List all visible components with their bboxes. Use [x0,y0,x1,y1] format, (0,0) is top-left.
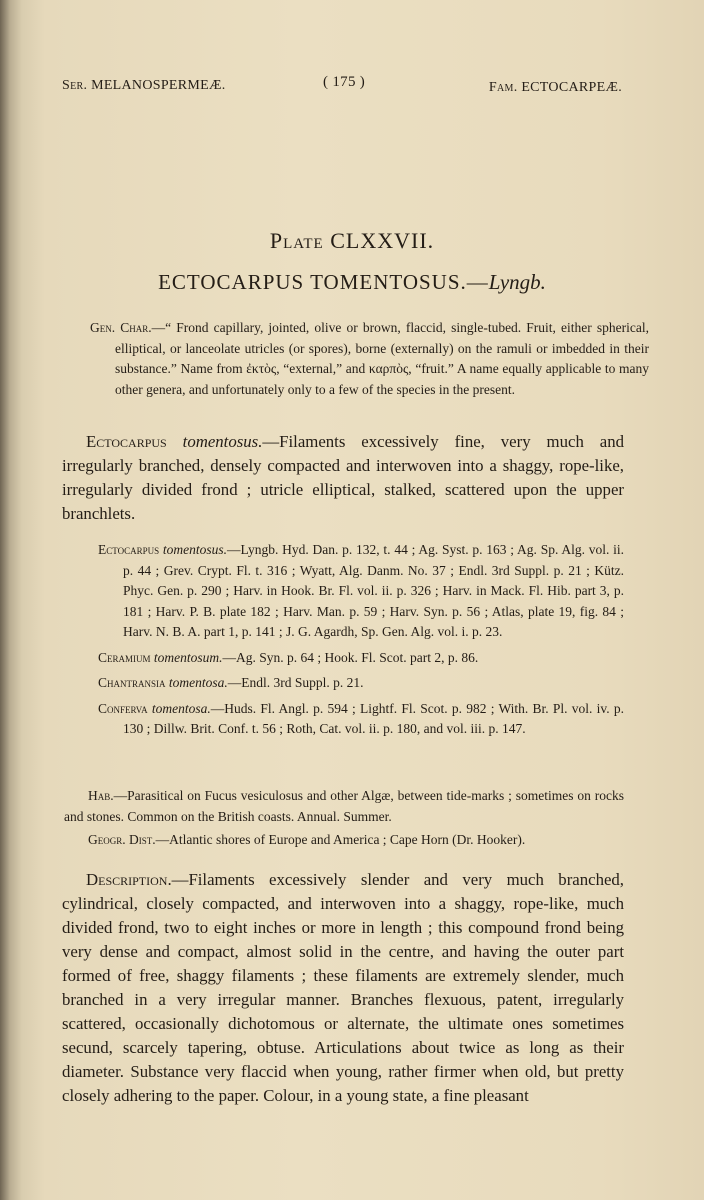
description-text: —Filaments excessively slender and very much branched, cylindrical, closely compacted, and interwoven into a shaggy, rope-like, much divided frond, two to eight inches or more in length ; this compound frond being very dense and compact, almost solid in the centre, and having the outer part formed of free, shaggy filaments ; these filaments are extremely slender, much branched in a very irregular manner. Branches flexuous, patent, irregularly scattered, occasionally dichotomous or alternate, the ultimate ones sometimes secund, scarcely tapering, obtuse. Articulations about twice as long as their diameter. Substance very flaccid when young, rather firmer when old, but pretty closely adhering to the paper. Colour, in a young state, a fine pleasant [62,870,624,1105]
diagnosis-genus: Ectocarpus [86,432,167,451]
synonym-entry [98,540,624,643]
habitat [64,786,624,827]
plate-label: Plate [269,228,324,253]
synonym-entry [98,648,624,669]
diagnosis-text: —Filaments excessively fine, very much and irregularly branched, densely compacted and interwoven into a shaggy, rope-like, irregularly divided frond ; utricle elliptical, stalked, scattered upon the upper branchlets. [62,432,624,523]
synonym-epithet: tomentosus. [162,542,227,557]
synonym-entry [98,699,624,740]
page-number: ( 175 ) [323,74,366,90]
habitat-label: Hab. [88,788,114,803]
description-label: Description. [86,870,172,889]
synonym-epithet: tomentosum. [153,649,223,665]
genus-character [90,318,649,400]
synonym-genus: Ceramium [98,649,151,665]
species-name: ECTOCARPUS TOMENTOSUS.— [158,270,489,294]
species-heading [0,270,704,295]
diagnosis-epithet: tomentosus. [182,432,263,451]
synonym-genus: Ectocarpus [98,542,160,557]
habitat-text: —Parasitical on Fucus vesiculosus and other Algæ, between tide-marks ; sometimes on rocks and stones. Common on the British coasts. Annual. Summer. [64,788,624,824]
synonym-epithet: tomentosa. [168,675,228,690]
gen-char-text: —“ Frond capillary, jointed, olive or brown, flaccid, single-tubed. Fruit, either spherical, elliptical, or lanceolate utricles (or spores), borne (externally) on the ramuli or imbedded in their substance.” Name from ἐκτὸς, “external,” and καρπὸς, “fruit.” A name equally applicable to many other genera, and unfortunately only to a few of the species in the present. [115,320,649,397]
synonym-entry [98,673,624,694]
synonym-genus: Chantransia [98,675,166,690]
distribution-text: —Atlantic shores of Europe and America ; Cape Horn (Dr. Hooker). [155,832,526,847]
gen-char-label: Gen. Char. [90,320,152,335]
description [62,868,624,1108]
running-header [0,74,704,98]
header-series: Ser. MELANOSPERMEÆ. [62,78,226,93]
species-author: Lyngb. [488,270,546,294]
geographic-distribution [88,830,624,851]
plate-number: CLXXVII. [330,228,435,253]
diagnosis [62,430,624,526]
synonym-genus: Conferva [98,700,148,716]
header-family: Fam. ECTOCARPEÆ. [488,80,622,95]
synonym-refs: —Lyngb. Hyd. Dan. p. 132, t. 44 ; Ag. Syst. p. 163 ; Ag. Sp. Alg. vol. ii. p. 44 ; Grev. Crypt. Fl. t. 316 ; Wyatt, Alg. Danm. No. 37 ; Endl. 3rd Suppl. p. 21 ; Kütz. Phyc. Gen. p. 290 ; Harv. in Hook. Br. Fl. vol. ii. p. 326 ; Harv. in Mack. Fl. Hib. part 3, p. 181 ; Harv. P. B. plate 182 ; Harv. Man. p. 59 ; Harv. Syn. p. 56 ; Atlas, plate 19, fig. 84 ; Harv. N. B. A. part 1, p. 141 ; J. G. Agardh, Sp. Gen. Alg. vol. i. p. 23. [123,542,625,639]
synonym-refs: —Huds. Fl. Angl. p. 594 ; Lightf. Fl. Scot. p. 982 ; With. Br. Pl. vol. iv. p. 130 ; Dillw. Brit. Conf. t. 56 ; Roth, Cat. vol. ii. p. 180, and vol. iii. p. 147. [123,700,625,736]
synonym-refs: —Ag. Syn. p. 64 ; Hook. Fl. Scot. part 2, p. 86. [222,649,479,665]
plate-title [0,228,704,254]
distribution-label: Geogr. Dist. [88,832,156,847]
synonym-epithet: tomentosa. [151,700,211,716]
synonym-refs: —Endl. 3rd Suppl. p. 21. [227,675,364,690]
synonymy [98,540,624,745]
